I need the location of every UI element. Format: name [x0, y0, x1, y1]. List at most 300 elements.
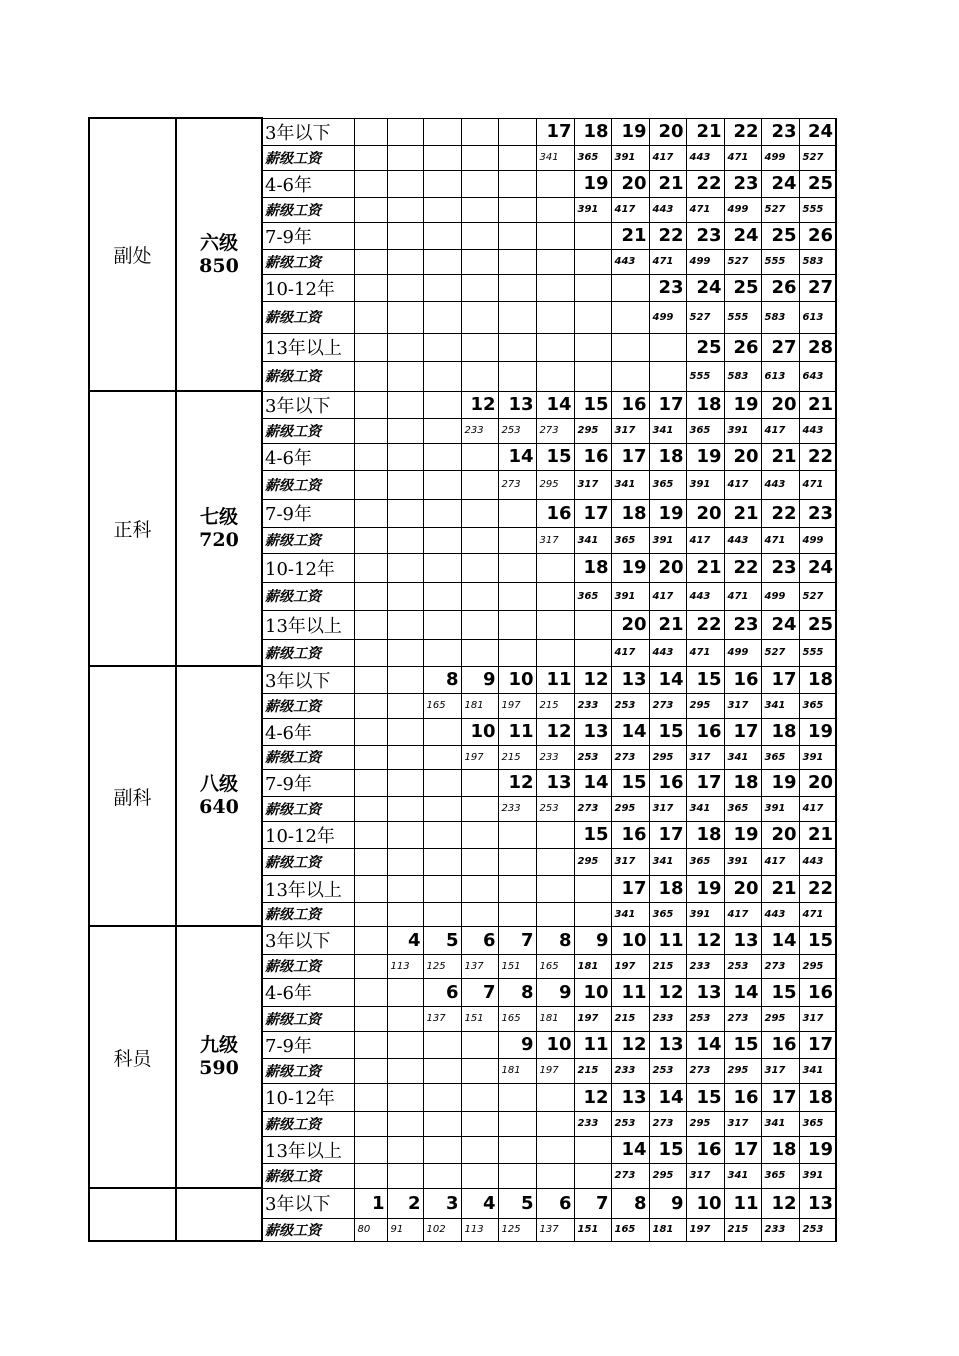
salary-cell: 181: [649, 1218, 686, 1241]
grade-cell: 20: [761, 821, 799, 848]
salary-cell: [387, 145, 423, 170]
salary-cell: 499: [686, 249, 724, 274]
grade-cell: 5: [498, 1188, 536, 1218]
salary-cell: 215: [724, 1218, 761, 1241]
grade-cell: [574, 875, 611, 902]
seniority-label: 10-12年: [262, 274, 354, 301]
salary-cell: 295: [574, 418, 611, 443]
grade-cell: 12: [761, 1188, 799, 1218]
grade-cell: 8: [536, 926, 574, 954]
grade-cell: [461, 1136, 498, 1163]
salary-cell: [536, 301, 574, 333]
grade-cell: 14: [574, 769, 611, 796]
salary-cell: 181: [461, 693, 498, 718]
grade-cell: [423, 1031, 461, 1058]
grade-cell: 19: [686, 875, 724, 902]
salary-label: 薪级工资: [262, 848, 354, 875]
grade-cell: 19: [761, 769, 799, 796]
grade-cell: 23: [724, 610, 761, 639]
grade-cell: 20: [724, 875, 761, 902]
grade-cell: 15: [724, 1031, 761, 1058]
salary-cell: 341: [536, 145, 574, 170]
salary-label: 薪级工资: [262, 582, 354, 610]
grade-cell: [498, 222, 536, 249]
salary-cell: [423, 639, 461, 666]
salary-cell: 233: [611, 1058, 649, 1083]
salary-cell: 555: [724, 301, 761, 333]
level-cell: [176, 391, 262, 666]
grade-cell: 19: [799, 1136, 836, 1163]
grade-cell: [423, 553, 461, 582]
grade-cell: 4: [387, 926, 423, 954]
grade-cell: 16: [686, 1136, 724, 1163]
grade-cell: 14: [686, 1031, 724, 1058]
grade-cell: 28: [799, 333, 836, 361]
grade-cell: 22: [649, 222, 686, 249]
grade-cell: [387, 391, 423, 418]
grade-cell: 13: [799, 1188, 836, 1218]
grade-cell: 12: [498, 769, 536, 796]
salary-cell: [387, 361, 423, 391]
salary-cell: [387, 1163, 423, 1188]
grade-cell: 18: [686, 821, 724, 848]
salary-label: 薪级工资: [262, 1111, 354, 1136]
salary-cell: 417: [649, 582, 686, 610]
salary-cell: [498, 1163, 536, 1188]
salary-cell: 341: [761, 693, 799, 718]
grade-cell: [498, 274, 536, 301]
grade-cell: [387, 978, 423, 1006]
salary-cell: 317: [686, 745, 724, 769]
salary-cell: [387, 418, 423, 443]
grade-cell: [354, 1031, 387, 1058]
salary-cell: 443: [649, 197, 686, 222]
salary-label: 薪级工资: [262, 249, 354, 274]
salary-cell: 555: [799, 639, 836, 666]
grade-cell: 13: [611, 666, 649, 693]
salary-cell: 165: [498, 1006, 536, 1031]
grade-cell: [461, 821, 498, 848]
salary-cell: [498, 361, 536, 391]
salary-cell: [498, 848, 536, 875]
seniority-label: 10-12年: [262, 821, 354, 848]
grade-row: [89, 391, 836, 418]
grade-cell: 14: [498, 443, 536, 470]
salary-cell: [461, 902, 498, 926]
salary-cell: 317: [649, 796, 686, 821]
grade-cell: 16: [724, 666, 761, 693]
salary-label: 薪级工资: [262, 693, 354, 718]
grade-cell: [536, 222, 574, 249]
salary-cell: 417: [799, 796, 836, 821]
grade-cell: [387, 821, 423, 848]
level-value: 640: [199, 796, 239, 818]
salary-cell: [354, 745, 387, 769]
grade-cell: 24: [799, 553, 836, 582]
salary-cell: [423, 145, 461, 170]
grade-cell: 8: [611, 1188, 649, 1218]
salary-cell: [498, 301, 536, 333]
seniority-label: 13年以上: [262, 333, 354, 361]
seniority-label: 13年以上: [262, 610, 354, 639]
level-cell: [176, 926, 262, 1188]
grade-cell: [354, 553, 387, 582]
salary-cell: 253: [611, 693, 649, 718]
salary-cell: [536, 902, 574, 926]
grade-cell: 25: [686, 333, 724, 361]
salary-cell: 613: [799, 301, 836, 333]
grade-cell: [536, 875, 574, 902]
salary-cell: 181: [536, 1006, 574, 1031]
salary-cell: 273: [611, 1163, 649, 1188]
grade-cell: [354, 926, 387, 954]
grade-cell: 15: [686, 666, 724, 693]
salary-cell: [423, 418, 461, 443]
grade-cell: 21: [761, 875, 799, 902]
grade-cell: 20: [724, 443, 761, 470]
salary-cell: 113: [387, 954, 423, 978]
salary-cell: 273: [611, 745, 649, 769]
grade-cell: 24: [761, 610, 799, 639]
salary-cell: 391: [724, 418, 761, 443]
salary-cell: 417: [761, 418, 799, 443]
salary-cell: [611, 301, 649, 333]
salary-cell: 443: [611, 249, 649, 274]
grade-cell: 22: [686, 610, 724, 639]
grade-cell: [387, 553, 423, 582]
grade-cell: [498, 821, 536, 848]
salary-cell: [498, 527, 536, 553]
salary-cell: 391: [724, 848, 761, 875]
salary-cell: 233: [574, 1111, 611, 1136]
salary-cell: [536, 582, 574, 610]
grade-cell: [461, 443, 498, 470]
grade-cell: 15: [686, 1083, 724, 1111]
grade-cell: 21: [686, 118, 724, 145]
level-name: 七级: [199, 505, 238, 528]
salary-cell: [354, 249, 387, 274]
grade-cell: 27: [761, 333, 799, 361]
grade-cell: 14: [611, 718, 649, 745]
grade-cell: [461, 333, 498, 361]
salary-cell: [423, 197, 461, 222]
grade-cell: 16: [686, 718, 724, 745]
grade-cell: 13: [536, 769, 574, 796]
grade-cell: 7: [574, 1188, 611, 1218]
grade-cell: 19: [724, 821, 761, 848]
grade-cell: [387, 1083, 423, 1111]
salary-cell: 499: [649, 301, 686, 333]
salary-label: 薪级工资: [262, 197, 354, 222]
salary-cell: 341: [611, 470, 649, 499]
salary-cell: [461, 1058, 498, 1083]
grade-cell: 17: [799, 1031, 836, 1058]
grade-cell: [574, 610, 611, 639]
grade-cell: 24: [799, 118, 836, 145]
salary-cell: 91: [387, 1218, 423, 1241]
salary-cell: 233: [649, 1006, 686, 1031]
salary-cell: 137: [461, 954, 498, 978]
grade-cell: 9: [461, 666, 498, 693]
grade-cell: 16: [574, 443, 611, 470]
salary-cell: 233: [761, 1218, 799, 1241]
grade-cell: 15: [574, 391, 611, 418]
salary-cell: 233: [461, 418, 498, 443]
salary-label: 薪级工资: [262, 470, 354, 499]
salary-cell: [354, 1058, 387, 1083]
grade-cell: [354, 443, 387, 470]
grade-cell: 15: [611, 769, 649, 796]
salary-cell: [611, 361, 649, 391]
grade-cell: 17: [761, 666, 799, 693]
salary-cell: [574, 639, 611, 666]
grade-cell: 26: [799, 222, 836, 249]
grade-cell: 17: [649, 391, 686, 418]
grade-cell: 17: [611, 875, 649, 902]
grade-cell: 16: [761, 1031, 799, 1058]
salary-cell: 391: [574, 197, 611, 222]
grade-cell: 17: [536, 118, 574, 145]
grade-cell: 18: [799, 666, 836, 693]
salary-cell: 102: [423, 1218, 461, 1241]
salary-cell: [461, 527, 498, 553]
salary-cell: 317: [611, 848, 649, 875]
salary-cell: 253: [536, 796, 574, 821]
salary-cell: 471: [724, 145, 761, 170]
grade-row: [89, 118, 836, 145]
grade-cell: [461, 170, 498, 197]
salary-cell: [354, 693, 387, 718]
grade-cell: [354, 118, 387, 145]
salary-cell: 527: [686, 301, 724, 333]
salary-cell: 253: [498, 418, 536, 443]
salary-cell: 365: [799, 1111, 836, 1136]
grade-cell: 6: [423, 978, 461, 1006]
grade-cell: 11: [574, 1031, 611, 1058]
position-title: 科员: [89, 926, 176, 1188]
grade-cell: 9: [574, 926, 611, 954]
grade-cell: [354, 821, 387, 848]
salary-cell: [354, 1111, 387, 1136]
level-value: 720: [199, 528, 239, 551]
grade-cell: [423, 875, 461, 902]
grade-cell: [498, 610, 536, 639]
salary-cell: 295: [686, 693, 724, 718]
salary-cell: [423, 361, 461, 391]
salary-cell: 295: [761, 1006, 799, 1031]
salary-grade-table: [88, 117, 837, 1242]
salary-cell: [387, 249, 423, 274]
grade-cell: [423, 499, 461, 527]
grade-cell: 15: [536, 443, 574, 470]
salary-label: 薪级工资: [262, 639, 354, 666]
salary-cell: [354, 301, 387, 333]
level-cell: [176, 1188, 262, 1241]
grade-cell: 20: [611, 170, 649, 197]
salary-cell: [461, 848, 498, 875]
salary-cell: 391: [799, 745, 836, 769]
grade-cell: 22: [724, 118, 761, 145]
salary-cell: [574, 249, 611, 274]
seniority-label: 3年以下: [262, 666, 354, 693]
grade-cell: [498, 1083, 536, 1111]
salary-cell: 273: [574, 796, 611, 821]
grade-cell: [354, 499, 387, 527]
grade-cell: 12: [649, 978, 686, 1006]
salary-cell: [354, 1163, 387, 1188]
salary-cell: [423, 301, 461, 333]
grade-cell: [461, 553, 498, 582]
salary-cell: 165: [423, 693, 461, 718]
grade-cell: 11: [536, 666, 574, 693]
salary-cell: 443: [799, 418, 836, 443]
salary-cell: [354, 954, 387, 978]
grade-cell: 19: [799, 718, 836, 745]
grade-cell: 9: [536, 978, 574, 1006]
grade-cell: [536, 333, 574, 361]
grade-cell: 14: [649, 1083, 686, 1111]
grade-cell: [423, 333, 461, 361]
salary-cell: 181: [574, 954, 611, 978]
salary-cell: [423, 1111, 461, 1136]
grade-cell: [423, 1083, 461, 1111]
grade-cell: [574, 1136, 611, 1163]
salary-cell: 253: [649, 1058, 686, 1083]
grade-cell: 17: [724, 718, 761, 745]
grade-cell: 7: [461, 978, 498, 1006]
salary-cell: 391: [611, 582, 649, 610]
grade-cell: 19: [611, 118, 649, 145]
grade-cell: 18: [611, 499, 649, 527]
salary-cell: 471: [761, 527, 799, 553]
grade-cell: 15: [761, 978, 799, 1006]
position-title: 副处: [89, 118, 176, 391]
salary-cell: 253: [799, 1218, 836, 1241]
grade-cell: 22: [686, 170, 724, 197]
salary-cell: 215: [574, 1058, 611, 1083]
salary-cell: [354, 848, 387, 875]
grade-cell: [461, 1083, 498, 1111]
salary-cell: [423, 527, 461, 553]
salary-cell: [354, 145, 387, 170]
grade-cell: 10: [686, 1188, 724, 1218]
grade-cell: 12: [461, 391, 498, 418]
salary-cell: 443: [649, 639, 686, 666]
grade-cell: [387, 1031, 423, 1058]
grade-cell: [387, 718, 423, 745]
grade-cell: 18: [649, 875, 686, 902]
salary-cell: 233: [574, 693, 611, 718]
grade-cell: [423, 1136, 461, 1163]
grade-cell: 9: [498, 1031, 536, 1058]
grade-cell: [387, 1136, 423, 1163]
grade-cell: 24: [761, 170, 799, 197]
salary-cell: 253: [574, 745, 611, 769]
grade-cell: [387, 222, 423, 249]
level-value: 850: [199, 254, 239, 277]
salary-cell: [387, 1006, 423, 1031]
salary-cell: 253: [724, 954, 761, 978]
salary-cell: 527: [761, 197, 799, 222]
grade-cell: 22: [761, 499, 799, 527]
grade-cell: 19: [686, 443, 724, 470]
grade-cell: 13: [686, 978, 724, 1006]
salary-cell: [461, 470, 498, 499]
grade-cell: 18: [686, 391, 724, 418]
salary-cell: 499: [761, 582, 799, 610]
salary-cell: 317: [761, 1058, 799, 1083]
grade-cell: [423, 118, 461, 145]
grade-cell: [536, 274, 574, 301]
salary-cell: [536, 848, 574, 875]
salary-cell: 125: [423, 954, 461, 978]
grade-cell: 16: [536, 499, 574, 527]
salary-cell: [461, 361, 498, 391]
grade-cell: 17: [686, 769, 724, 796]
salary-cell: [354, 1006, 387, 1031]
salary-cell: 273: [649, 693, 686, 718]
seniority-label: 10-12年: [262, 553, 354, 582]
grade-cell: 12: [536, 718, 574, 745]
salary-cell: 417: [761, 848, 799, 875]
salary-cell: 317: [611, 418, 649, 443]
grade-cell: 21: [649, 610, 686, 639]
salary-cell: 365: [649, 902, 686, 926]
salary-label: 薪级工资: [262, 1006, 354, 1031]
salary-label: 薪级工资: [262, 301, 354, 333]
grade-cell: [354, 391, 387, 418]
grade-cell: 5: [423, 926, 461, 954]
grade-cell: 21: [724, 499, 761, 527]
salary-cell: 341: [574, 527, 611, 553]
salary-cell: 365: [649, 470, 686, 499]
salary-cell: [387, 197, 423, 222]
salary-cell: [536, 249, 574, 274]
salary-cell: [387, 902, 423, 926]
grade-cell: [461, 769, 498, 796]
salary-cell: 391: [611, 145, 649, 170]
salary-cell: 273: [724, 1006, 761, 1031]
grade-cell: 10: [611, 926, 649, 954]
grade-cell: 16: [611, 391, 649, 418]
salary-cell: [423, 848, 461, 875]
seniority-label: 7-9年: [262, 222, 354, 249]
grade-cell: 8: [498, 978, 536, 1006]
salary-cell: 471: [799, 470, 836, 499]
level-name: 六级: [199, 231, 238, 254]
grade-cell: [423, 274, 461, 301]
grade-cell: 17: [649, 821, 686, 848]
salary-cell: 197: [611, 954, 649, 978]
salary-cell: [461, 249, 498, 274]
salary-cell: [423, 582, 461, 610]
position-title: [89, 1188, 176, 1241]
grade-cell: 11: [649, 926, 686, 954]
salary-cell: 295: [536, 470, 574, 499]
salary-cell: 295: [686, 1111, 724, 1136]
salary-cell: [461, 582, 498, 610]
salary-cell: [461, 301, 498, 333]
salary-cell: [354, 470, 387, 499]
salary-cell: 197: [686, 1218, 724, 1241]
grade-row: [89, 926, 836, 954]
grade-cell: 24: [724, 222, 761, 249]
grade-cell: 9: [649, 1188, 686, 1218]
salary-cell: 341: [686, 796, 724, 821]
salary-label: 薪级工资: [262, 361, 354, 391]
salary-cell: 215: [498, 745, 536, 769]
salary-cell: [423, 902, 461, 926]
